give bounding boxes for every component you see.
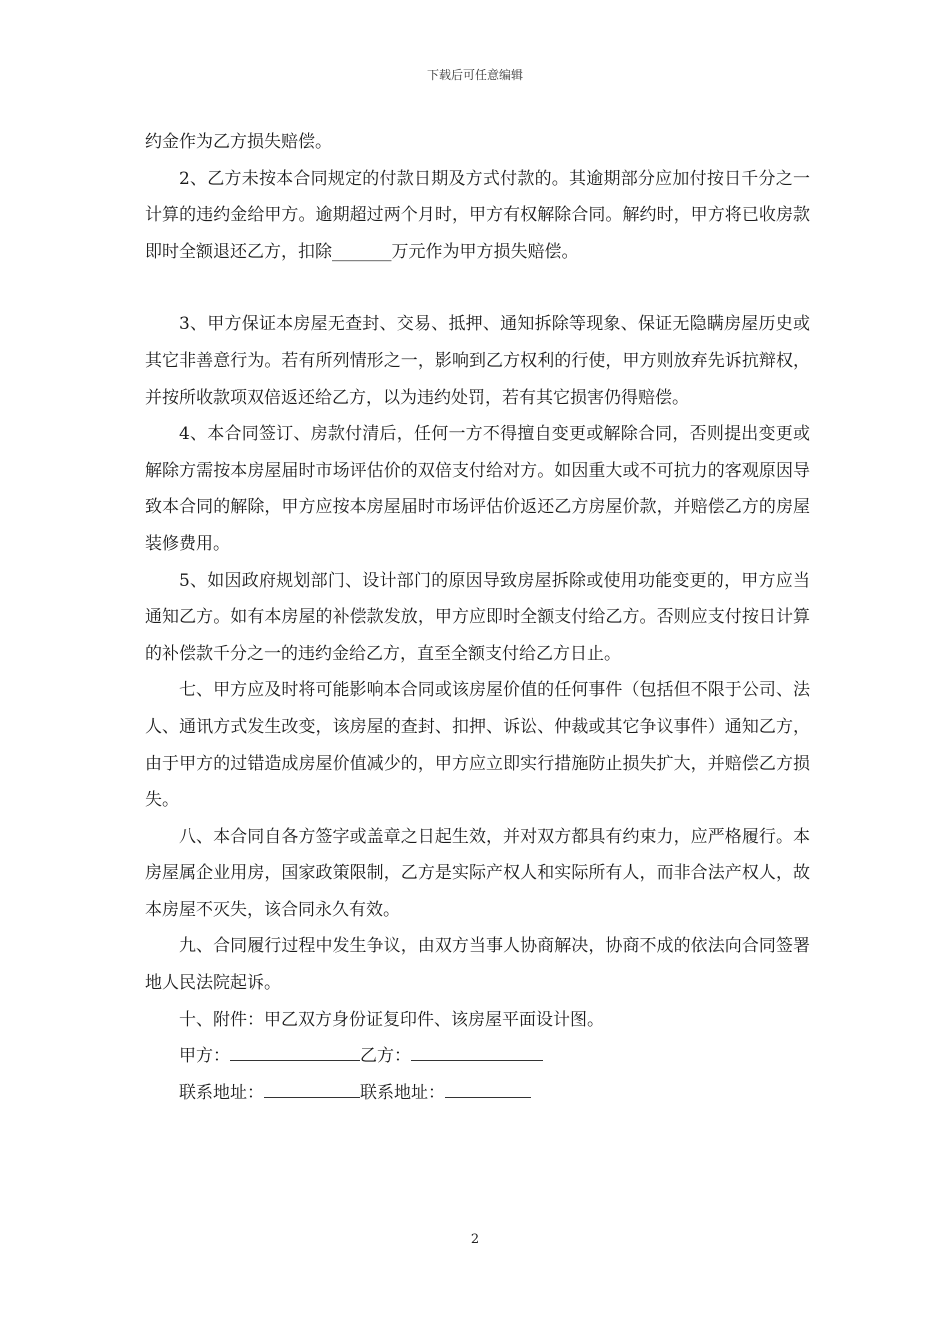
party-b-blank[interactable]: [411, 1042, 543, 1061]
address-a-blank[interactable]: [264, 1079, 360, 1098]
page-number: 2: [470, 1232, 480, 1247]
address-b-label: 联系地址：: [360, 1082, 445, 1103]
party-a-label: 甲方：: [179, 1046, 230, 1067]
clause-3-seller-guarantee: 3、甲方保证本房屋无查封、交易、抵押、通知拆除等现象、保证无隐瞒房屋历史或其它非善意行为。若有所列情形之一，影响到乙方权利的行使，甲方则放弃先诉抗辩权，并按所收款项双倍返还给乙方，以为违约处罚，若有其它损害仍得赔偿。: [145, 314, 810, 408]
party-a-blank[interactable]: [230, 1042, 360, 1061]
signature-address-row: [145, 1075, 810, 1112]
clause-4-termination: 4、本合同签订、房款付清后，任何一方不得擅自变更或解除合同，否则提出变更或解除方需按本房屋届时市场评估价的双倍支付给对方。如因重大或不可抗力的客观原因导致本合同的解除，甲方应按本房屋届时市场评估价返还乙方房屋价款，并赔偿乙方的房屋装修费用。: [145, 424, 810, 554]
signature-parties-row: [145, 1038, 810, 1075]
clause-8-effectiveness: 八、本合同自各方签字或盖章之日起生效，并对双方都具有约束力，应严格履行。本房屋属企业用房，国家政策限制，乙方是实际产权人和实际所有人，而非合法产权人，故本房屋不灭失，该合同永久有效。: [145, 826, 810, 920]
clause-5-government-demolition: 5、如因政府规划部门、设计部门的原因导致房屋拆除或使用功能变更的，甲方应当通知乙方。如有本房屋的补偿款发放，甲方应即时全额支付给乙方。否则应支付按日计算的补偿款千分之一的违约金给乙方，直至全额支付给乙方日止。: [145, 570, 810, 664]
party-b-label: 乙方：: [360, 1046, 411, 1067]
address-a-label: 联系地址：: [179, 1082, 264, 1103]
contract-body: [145, 124, 810, 1111]
clause-9-dispute: 九、合同履行过程中发生争议，由双方当事人协商解决，协商不成的依法向合同签署地人民法院起诉。: [145, 936, 810, 994]
clause-7-notification: 七、甲方应及时将可能影响本合同或该房屋价值的任何事件（包括但不限于公司、法人、通讯方式发生改变，该房屋的查封、扣押、诉讼、仲裁或其它争议事件）通知乙方，由于甲方的过错造成房屋价值减少的，甲方应立即实行措施防止损失扩大，并赔偿乙方损失。: [145, 680, 810, 811]
clause-10-attachments: 十、附件：甲乙双方身份证复印件、该房屋平面设计图。: [179, 1009, 604, 1030]
address-b-blank[interactable]: [445, 1079, 531, 1098]
paragraph-continuation: 约金作为乙方损失赔偿。: [145, 132, 332, 152]
clause-2-late-payment: 2、乙方未按本合同规定的付款日期及方式付款的。其逾期部分应加付按日千分之一计算的违约金给甲方。逾期超过两个月时，甲方有权解除合同。解约时，甲方将已收房款即时全额退还乙方，扣除_______万元作为甲方损失赔偿。: [145, 168, 810, 262]
page-header: 下载后可任意编辑: [426, 68, 523, 82]
